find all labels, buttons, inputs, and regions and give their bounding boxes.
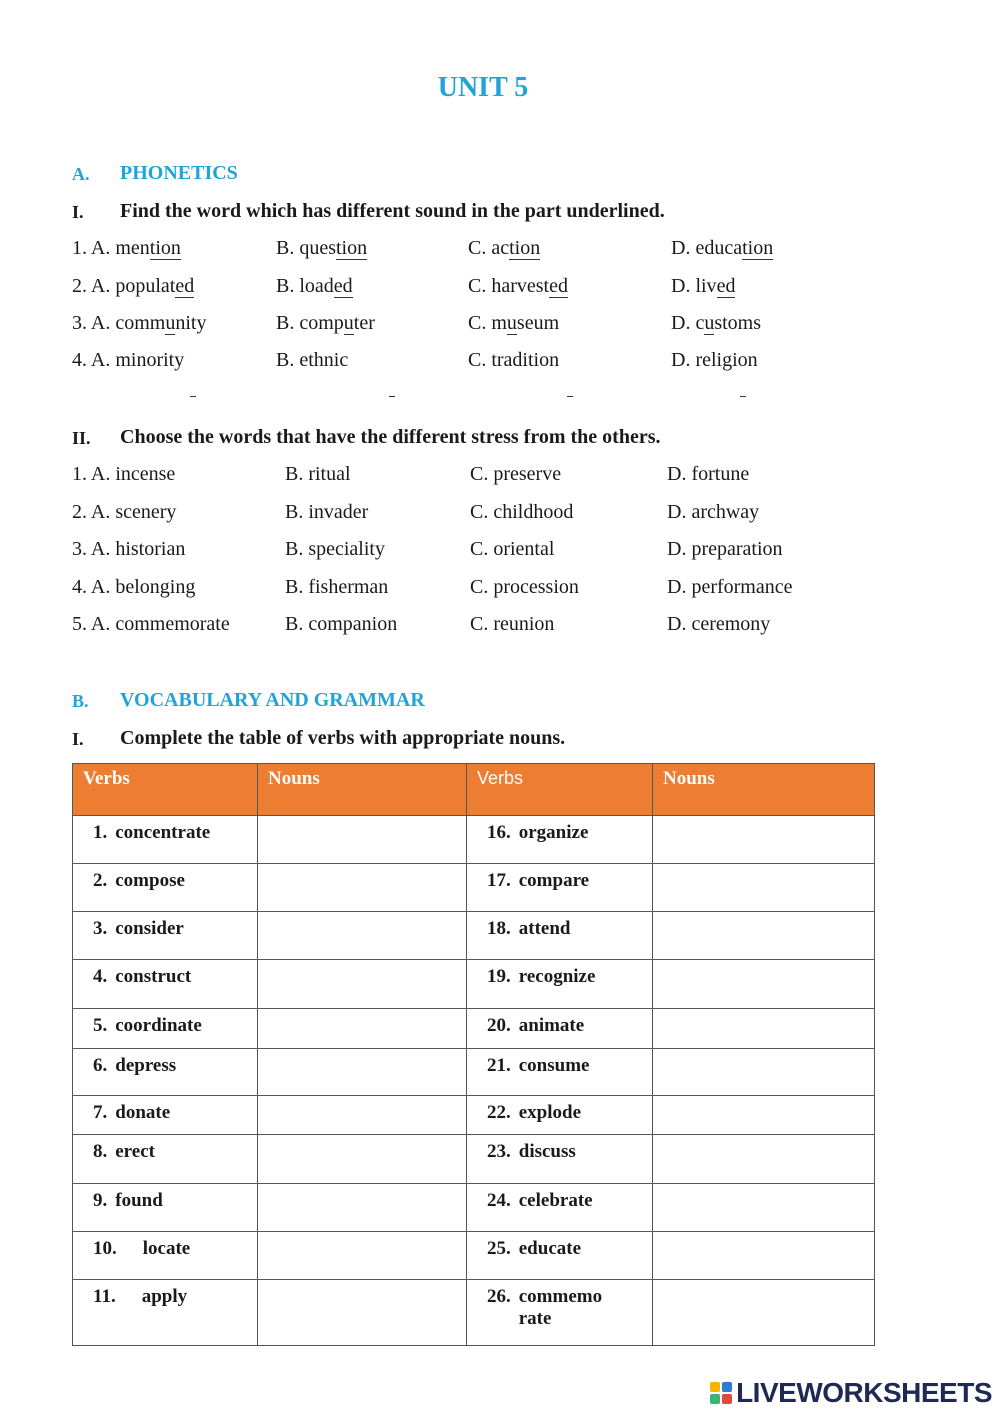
part-b1-numeral: I. <box>72 729 84 749</box>
verb-cell <box>73 816 258 864</box>
noun-answer-cell[interactable] <box>258 1135 467 1184</box>
answer-option[interactable] <box>671 349 758 372</box>
verb-word: depress <box>115 1055 177 1076</box>
option-text: D. religion <box>671 349 758 371</box>
verb-word: construct <box>115 966 192 987</box>
verb-word: compose <box>115 870 185 891</box>
noun-answer-cell[interactable] <box>653 1280 875 1346</box>
verb-word: consume <box>518 1055 590 1076</box>
header-nouns: Nouns <box>653 764 875 816</box>
option-text: B. ques <box>276 237 336 259</box>
option-text: C. ac <box>468 237 510 259</box>
underlined-part: u <box>165 312 176 334</box>
answer-option[interactable] <box>276 312 375 335</box>
item-number: 22. <box>487 1102 511 1123</box>
noun-answer-cell[interactable] <box>653 1135 875 1184</box>
verb-word: donate <box>115 1102 171 1123</box>
item-number: 9. <box>93 1190 108 1211</box>
header-nouns: Nouns <box>258 764 467 816</box>
item-number: 1. <box>93 822 108 843</box>
noun-answer-cell[interactable] <box>258 1184 467 1232</box>
header-verbs: Verbs <box>73 764 258 816</box>
table-row <box>73 1232 875 1280</box>
verb-word: concentrate <box>115 822 211 843</box>
answer-option[interactable] <box>468 349 559 372</box>
item-number: 8. <box>93 1141 108 1162</box>
answer-option[interactable] <box>671 312 761 335</box>
option-text: nity <box>175 312 207 334</box>
verb-word: discuss <box>518 1141 576 1162</box>
table-row <box>73 1280 875 1346</box>
option-text: D. liv <box>671 275 717 297</box>
verb-word: locate <box>142 1238 191 1259</box>
answer-option[interactable]: B. fisherman <box>285 576 389 598</box>
verb-cell <box>467 912 653 960</box>
logo-square <box>710 1382 720 1392</box>
verbs-nouns-table <box>72 763 875 1346</box>
answer-option[interactable]: 3. A. historian <box>72 538 186 560</box>
item-number: 7. <box>93 1102 108 1123</box>
verb-cell <box>467 816 653 864</box>
option-text: 2. A. populat <box>72 275 176 297</box>
noun-answer-cell[interactable] <box>653 816 875 864</box>
table-row <box>73 1009 875 1049</box>
noun-answer-cell[interactable] <box>653 864 875 912</box>
verb-word: compare <box>518 870 590 891</box>
noun-answer-cell[interactable] <box>258 816 467 864</box>
option-text: C. harvest <box>468 275 550 297</box>
answer-option[interactable]: C. oriental <box>470 538 555 560</box>
answer-option[interactable] <box>468 275 568 298</box>
verb-cell <box>467 1049 653 1096</box>
noun-answer-cell[interactable] <box>258 1232 467 1280</box>
item-number: 4. <box>93 966 108 987</box>
table-row <box>73 960 875 1009</box>
option-text: 3. A. comm <box>72 312 166 334</box>
answer-option[interactable]: C. childhood <box>470 501 574 523</box>
answer-option[interactable] <box>276 349 348 372</box>
logo-text: LIVEWORKSHEETS <box>736 1377 992 1408</box>
option-text: ter <box>353 312 375 334</box>
verb-word: attend <box>518 918 571 939</box>
verb-cell <box>73 864 258 912</box>
answer-option[interactable] <box>72 237 181 260</box>
noun-answer-cell[interactable] <box>653 1049 875 1096</box>
underlined-part: ed <box>716 275 736 297</box>
item-number: 20. <box>487 1015 511 1036</box>
verb-word: commemorate <box>518 1286 603 1329</box>
header-verbs: Verbs <box>467 764 653 816</box>
part-a1-instruction: Find the word which has different sound in the part underlined. <box>120 200 665 222</box>
verb-cell <box>73 1049 258 1096</box>
underlined-part: u <box>506 312 517 334</box>
option-text: seum <box>516 312 560 334</box>
section-b-title: VOCABULARY AND GRAMMAR <box>120 689 425 711</box>
underlined-part: ed <box>549 275 568 297</box>
answer-option[interactable]: D. performance <box>667 576 793 598</box>
verb-cell <box>73 1096 258 1135</box>
logo-square <box>710 1394 720 1404</box>
verb-cell <box>73 1184 258 1232</box>
table-row <box>73 1184 875 1232</box>
underlined-part: tion <box>336 237 368 259</box>
table-row <box>73 816 875 864</box>
part-a1-numeral: I. <box>72 202 84 222</box>
option-text: B. load <box>276 275 334 297</box>
table-row <box>73 1049 875 1096</box>
noun-answer-cell[interactable] <box>653 1232 875 1280</box>
answer-option[interactable] <box>72 312 206 335</box>
section-a-letter: A. <box>72 164 90 184</box>
answer-option[interactable]: 2. A. scenery <box>72 501 177 523</box>
verb-cell <box>467 1232 653 1280</box>
verb-cell <box>73 1280 258 1346</box>
verb-word: coordinate <box>115 1015 202 1036</box>
option-text: 1. A. men <box>72 237 150 259</box>
liveworksheets-logo <box>710 1377 992 1409</box>
verb-word: explode <box>518 1102 582 1123</box>
answer-option[interactable]: C. procession <box>470 576 579 598</box>
table-row <box>73 1135 875 1184</box>
answer-option[interactable] <box>276 237 367 260</box>
noun-answer-cell[interactable] <box>258 912 467 960</box>
noun-answer-cell[interactable] <box>653 1184 875 1232</box>
item-number: 21. <box>487 1055 511 1076</box>
noun-answer-cell[interactable] <box>653 1096 875 1135</box>
verb-cell <box>73 912 258 960</box>
underlined-part: ed <box>333 275 353 297</box>
answer-dash <box>389 396 395 397</box>
verb-cell <box>467 864 653 912</box>
noun-answer-cell[interactable] <box>258 960 467 1009</box>
verb-cell <box>73 1135 258 1184</box>
verb-cell <box>467 1184 653 1232</box>
answer-option[interactable]: D. fortune <box>667 463 750 485</box>
verb-word: organize <box>518 822 589 843</box>
logo-square <box>722 1382 732 1392</box>
table-row <box>73 1096 875 1135</box>
answer-dash <box>567 396 573 397</box>
item-number: 26. <box>487 1286 511 1307</box>
answer-dash <box>190 396 196 397</box>
option-text: B. ethnic <box>276 349 349 371</box>
verb-word: apply <box>141 1286 188 1307</box>
verb-cell <box>73 960 258 1009</box>
item-number: 6. <box>93 1055 108 1076</box>
item-number: 19. <box>487 966 511 987</box>
underlined-part: u <box>343 312 354 334</box>
verb-cell <box>467 1135 653 1184</box>
table-row <box>73 864 875 912</box>
item-number: 23. <box>487 1141 511 1162</box>
option-text: D. c <box>671 312 705 334</box>
answer-option[interactable] <box>72 349 184 372</box>
answer-option[interactable] <box>72 275 194 298</box>
option-text: C. m <box>468 312 507 334</box>
logo-square <box>722 1394 732 1404</box>
noun-answer-cell[interactable] <box>653 912 875 960</box>
verb-word: consider <box>115 918 184 939</box>
noun-answer-cell[interactable] <box>653 1009 875 1049</box>
answer-option[interactable] <box>276 275 353 298</box>
verb-word: celebrate <box>518 1190 593 1211</box>
option-text: B. comp <box>276 312 344 334</box>
verb-word: found <box>115 1190 163 1211</box>
section-b-letter: B. <box>72 691 89 711</box>
section-a-title: PHONETICS <box>120 162 238 184</box>
item-number: 10. <box>93 1238 117 1259</box>
item-number: 25. <box>487 1238 511 1259</box>
answer-option[interactable]: B. speciality <box>285 538 385 560</box>
item-number: 17. <box>487 870 511 891</box>
noun-answer-cell[interactable] <box>258 1096 467 1135</box>
underlined-part: u <box>704 312 715 334</box>
answer-dash <box>740 396 746 397</box>
verb-cell <box>73 1009 258 1049</box>
item-number: 16. <box>487 822 511 843</box>
answer-option[interactable]: B. ritual <box>285 463 351 485</box>
logo-mark-icon <box>710 1382 732 1404</box>
verb-cell <box>73 1232 258 1280</box>
part-a2-numeral: II. <box>72 428 91 448</box>
answer-option[interactable]: B. companion <box>285 613 398 635</box>
verb-word: educate <box>518 1238 582 1259</box>
verb-word: erect <box>115 1141 155 1162</box>
noun-answer-cell[interactable] <box>258 1280 467 1346</box>
noun-answer-cell[interactable] <box>258 1049 467 1096</box>
noun-answer-cell[interactable] <box>653 960 875 1009</box>
answer-option[interactable]: C. reunion <box>470 613 555 635</box>
answer-option[interactable]: C. preserve <box>470 463 562 485</box>
verb-cell <box>467 1009 653 1049</box>
item-number: 5. <box>93 1015 108 1036</box>
part-b1-instruction: Complete the table of verbs with appropriate nouns. <box>120 727 566 749</box>
answer-option[interactable] <box>468 237 540 260</box>
verb-cell <box>467 960 653 1009</box>
underlined-part: tion <box>742 237 774 259</box>
verb-word: animate <box>518 1015 585 1036</box>
option-text: 4. A. minority <box>72 349 185 371</box>
underlined-part: ed <box>175 275 195 297</box>
answer-option[interactable]: B. invader <box>285 501 369 523</box>
item-number: 3. <box>93 918 108 939</box>
answer-option[interactable] <box>468 312 559 335</box>
option-text: C. tradition <box>468 349 560 371</box>
answer-option[interactable]: D. preparation <box>667 538 783 560</box>
option-text: stoms <box>714 312 762 334</box>
underlined-part: tion <box>509 237 541 259</box>
item-number: 11. <box>93 1286 116 1307</box>
item-number: 24. <box>487 1190 511 1211</box>
answer-option[interactable]: 4. A. belonging <box>72 576 196 598</box>
table-row <box>73 912 875 960</box>
item-number: 18. <box>487 918 511 939</box>
answer-option[interactable]: D. ceremony <box>667 613 771 635</box>
part-a2-instruction: Choose the words that have the different stress from the others. <box>120 426 661 448</box>
answer-option[interactable]: 5. A. commemorate <box>72 613 230 635</box>
underlined-part: tion <box>149 237 181 259</box>
answer-option[interactable]: D. archway <box>667 501 760 523</box>
answer-option[interactable] <box>671 237 773 260</box>
page-title: UNIT 5 <box>437 72 529 103</box>
verb-word: recognize <box>518 966 596 987</box>
item-number: 2. <box>93 870 108 891</box>
verb-cell <box>467 1280 653 1346</box>
answer-option[interactable]: 1. A. incense <box>72 463 176 485</box>
verb-cell <box>467 1096 653 1135</box>
option-text: D. educa <box>671 237 743 259</box>
answer-option[interactable] <box>671 275 735 298</box>
noun-answer-cell[interactable] <box>258 1009 467 1049</box>
noun-answer-cell[interactable] <box>258 864 467 912</box>
